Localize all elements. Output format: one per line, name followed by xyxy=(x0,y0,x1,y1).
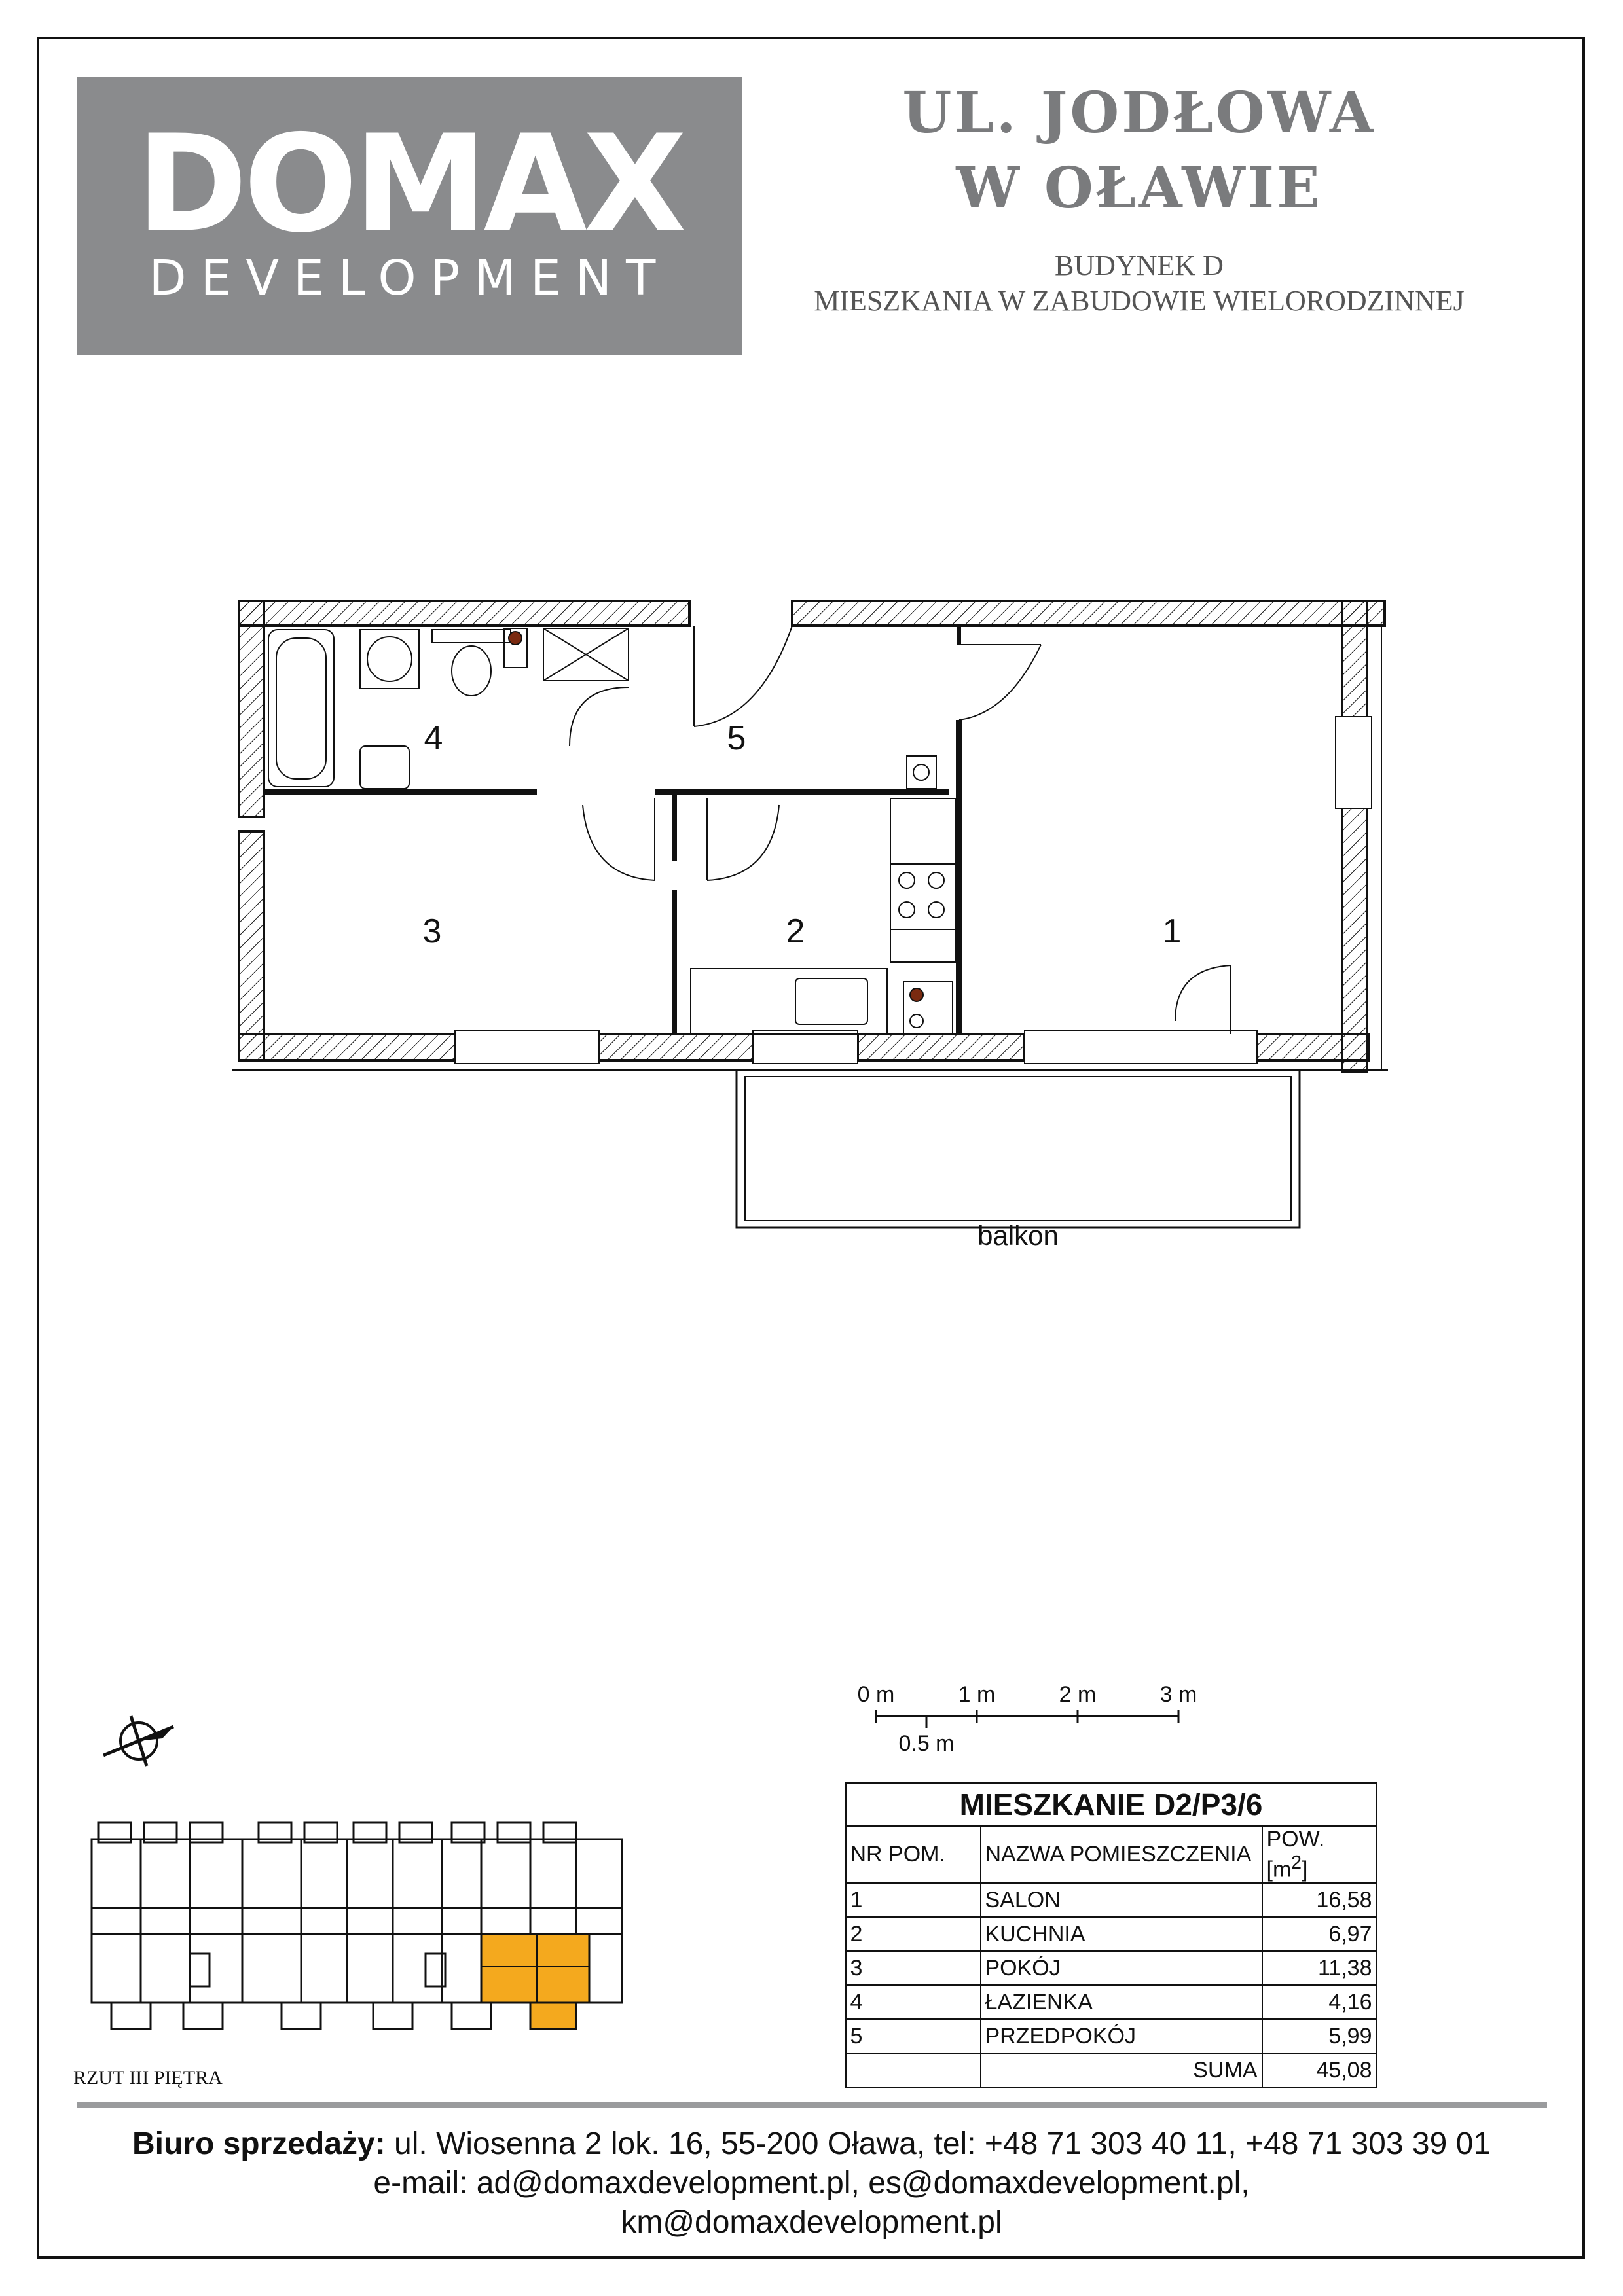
header-area-end: ] xyxy=(1302,1857,1308,1882)
floor-plan xyxy=(223,589,1401,1335)
scale-label-half: 0.5 m xyxy=(898,1731,955,1756)
logo-name: DOMAX xyxy=(136,107,684,262)
footer-emails: e-mail: ad@domaxdevelopment.pl, es@domaxdevelopment.pl, xyxy=(373,2166,1250,2200)
row-nr: 2 xyxy=(846,1917,981,1951)
row-name: ŁAZIENKA xyxy=(981,1985,1262,2019)
floor-key-plan xyxy=(85,1816,635,2052)
header-area xyxy=(1262,1826,1377,1884)
keyplan-caption: RZUT III PIĘTRA xyxy=(73,2067,223,2089)
row-area: 5,99 xyxy=(1262,2019,1377,2053)
table-row xyxy=(846,1883,1377,1917)
table-title: MIESZKANIE D2/P3/6 xyxy=(846,1783,1377,1826)
title-street: UL. JODŁOWA xyxy=(902,80,1376,146)
header-name: NAZWA POMIESZCZENIA xyxy=(981,1826,1262,1884)
footer-address xyxy=(0,2128,1623,2160)
domax-logo xyxy=(77,77,742,355)
subtitle-description: MIESZKANIA W ZABUDOWIE WIELORODZINNEJ xyxy=(814,285,1465,317)
title-city: W OŁAWIE xyxy=(956,155,1322,221)
room-number-5: 5 xyxy=(727,719,746,757)
row-nr: 3 xyxy=(846,1951,981,1985)
north-compass-icon xyxy=(98,1708,183,1774)
room-number-2: 2 xyxy=(786,912,805,950)
header-nr: NR POM. xyxy=(846,1826,981,1884)
row-nr: 4 xyxy=(846,1985,981,2019)
scale-label-1: 1 m xyxy=(958,1682,996,1707)
row-nr: 5 xyxy=(846,2019,981,2053)
row-name: POKÓJ xyxy=(981,1951,1262,1985)
sum-empty xyxy=(846,2053,981,2087)
row-nr: 1 xyxy=(846,1883,981,1917)
room-number-1: 1 xyxy=(1162,912,1182,950)
row-area: 16,58 xyxy=(1262,1883,1377,1917)
subtitle-building: BUDYNEK D xyxy=(1055,249,1224,281)
row-name: SALON xyxy=(981,1883,1262,1917)
sum-row xyxy=(846,2053,1377,2087)
row-name: PRZEDPOKÓJ xyxy=(981,2019,1262,2053)
footer-divider xyxy=(77,2102,1547,2108)
highlighted-apartment xyxy=(481,1934,589,2029)
table-row xyxy=(846,1985,1377,2019)
row-name: KUCHNIA xyxy=(981,1917,1262,1951)
table-row xyxy=(846,1951,1377,1985)
footer-address-text: ul. Wiosenna 2 lok. 16, 55-200 Oława, tel: +48 71 303 40 11, +48 71 303 39 01 xyxy=(385,2126,1491,2161)
row-area: 11,38 xyxy=(1262,1951,1377,1985)
room-number-3: 3 xyxy=(422,912,442,950)
scale-bar xyxy=(851,1676,1218,1761)
table-row xyxy=(846,1917,1377,1951)
scale-label-0: 0 m xyxy=(857,1682,895,1707)
header-area-sup: 2 xyxy=(1291,1852,1302,1873)
apartment-area-table xyxy=(845,1782,1377,2088)
scale-label-3: 3 m xyxy=(1159,1682,1197,1707)
row-area: 6,97 xyxy=(1262,1917,1377,1951)
sum-label: SUMA xyxy=(981,2053,1262,2087)
footer-emails-2: km@domaxdevelopment.pl xyxy=(621,2205,1002,2240)
table-row xyxy=(846,2019,1377,2053)
room-number-4: 4 xyxy=(424,719,443,757)
scale-label-2: 2 m xyxy=(1059,1682,1097,1707)
sum-value: 45,08 xyxy=(1262,2053,1377,2087)
footer-label: Biuro sprzedaży: xyxy=(132,2126,386,2161)
balcony-label: balkon xyxy=(977,1220,1059,1251)
row-area: 4,16 xyxy=(1262,1985,1377,2019)
header-area-text: POW. [m xyxy=(1266,1827,1325,1882)
logo-tagline: DEVELOPMENT xyxy=(149,250,670,306)
